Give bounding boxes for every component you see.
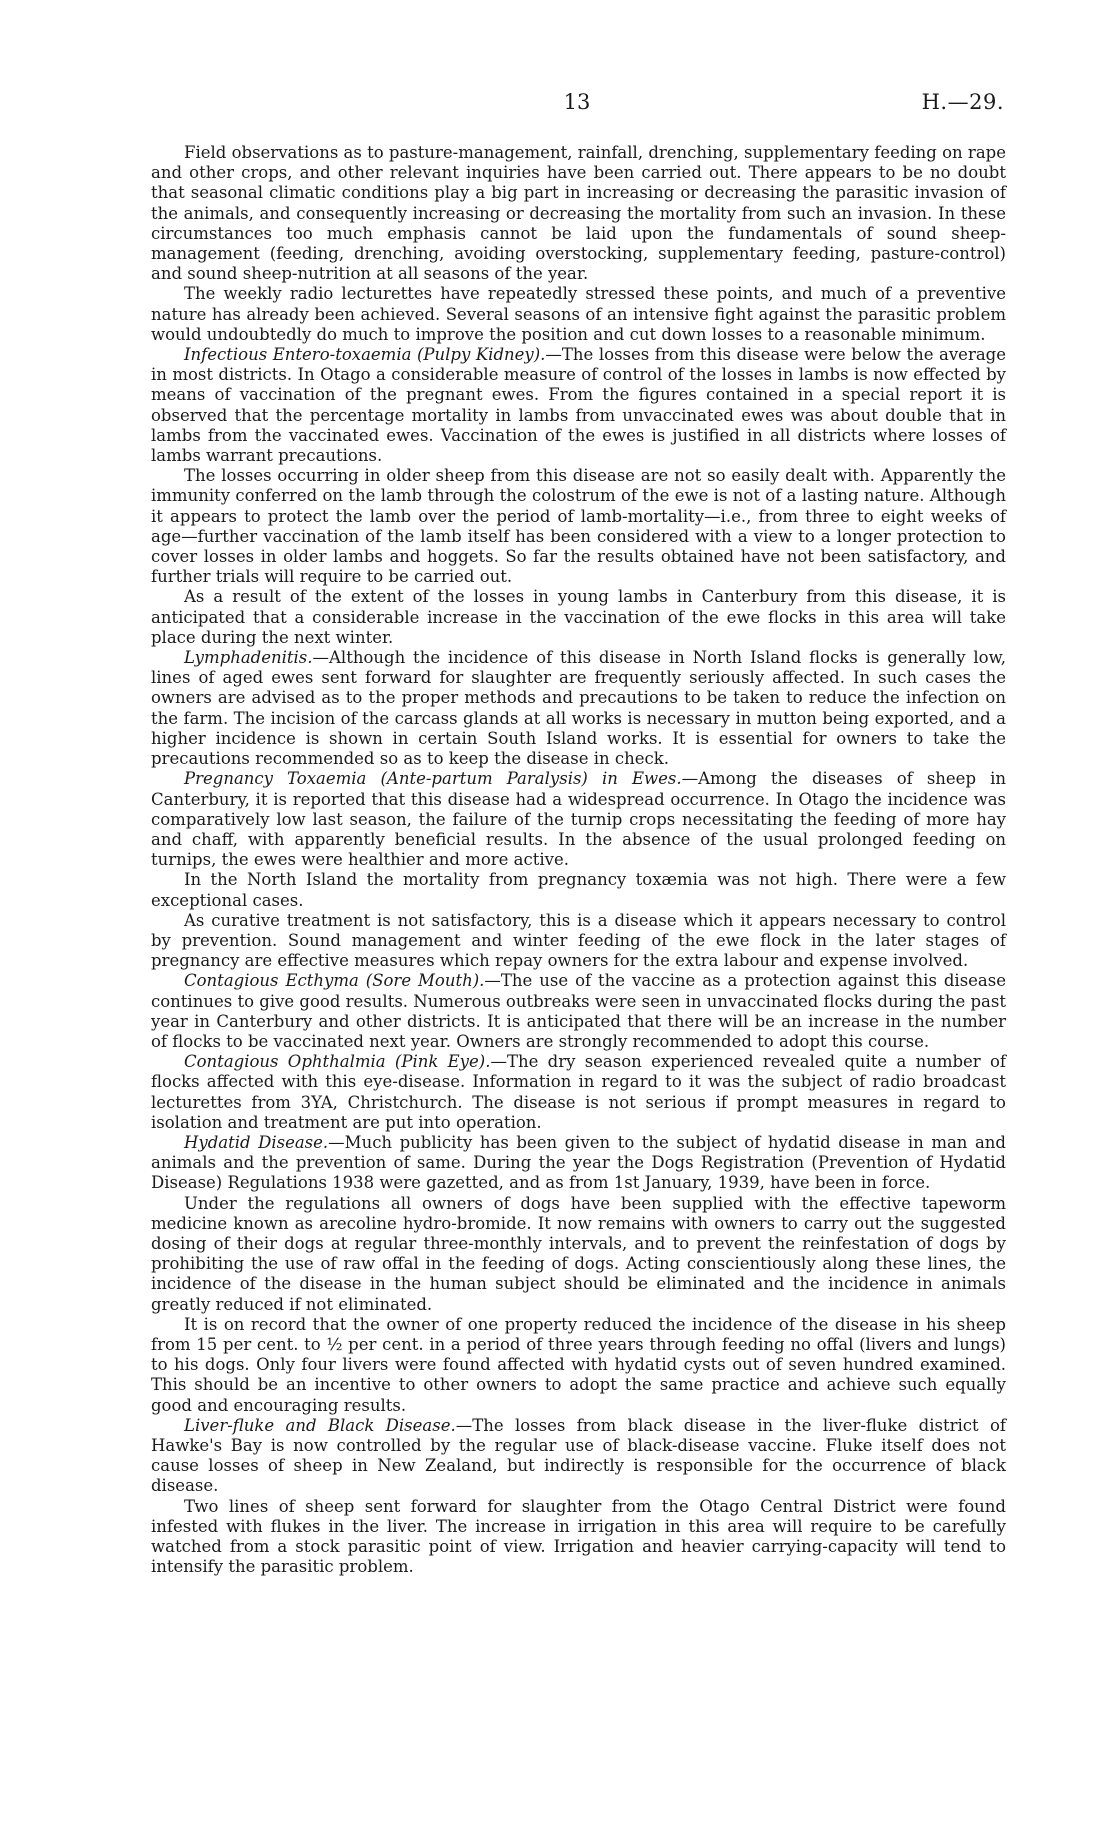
paragraph-heading: Contagious Ophthalmia (Pink Eye). <box>184 1052 491 1072</box>
paragraph <box>151 911 1006 972</box>
paragraph <box>151 870 1006 910</box>
paragraph-text: It is on record that the owner of one property reduced the incidence of the disease in his sheep from 15 per cent. to ½ per cent. in a period of three years through feeding no offal (livers and lungs) to his dogs. Only four livers were found affected with hydatid cysts out of seven hundred examined. This should be an incentive to other owners to adopt the same practice and achieve such equally good and encouraging results. <box>151 1314 1006 1415</box>
paragraph-text: Under the regulations all owners of dogs have been supplied with the effective tapeworm medicine known as arecoline hydro-bromide. It now remains with owners to carry out the suggested dosing of their dogs at regular three-monthly intervals, and to prevent the reinfestation of dogs by prohibiting the use of raw offal in the feeding of dogs. Acting conscientiously along these lines, the incidence of the disease in the human subject should be eliminated and the incidence in animals greatly reduced if not eliminated. <box>151 1193 1006 1314</box>
paragraph-text: In the North Island the mortality from pregnancy toxæmia was not high. There were a few exceptional cases. <box>151 870 1006 910</box>
paragraph-text: —Much publicity has been given to the subject of hydatid disease in man and animals and the prevention of same. During the year the Dogs Registration (Prevention of Hydatid Disease) Regulations 1938 were gazetted, and as from 1st January, 1939, have been in force. <box>151 1132 1006 1193</box>
paragraph <box>151 1133 1006 1194</box>
paragraph-text: —Although the incidence of this disease in North Island flocks is generally low, lines of aged ewes sent forward for slaughter are frequently seriously affected. In such cases the owners are advised as to the proper methods and precautions to be taken to reduce the infection on the farm. The incision of the carcass glands at all works is necessary in mutton being exported, and a higher incidence is shown in certain South Island works. It is essential for owners to take the precautions recommended so as to keep the disease in check. <box>151 648 1006 769</box>
paragraph-heading: Pregnancy Toxaemia (Ante-partum Paralysis) in Ewes. <box>184 769 682 789</box>
paragraph-heading: Infectious Entero-toxaemia (Pulpy Kidney). <box>184 345 546 365</box>
paragraph-heading: Lymphadenitis. <box>184 648 313 668</box>
paragraph <box>151 284 1006 345</box>
paragraph <box>151 1052 1006 1133</box>
paragraph-heading: Hydatid Disease. <box>184 1132 329 1152</box>
paragraph <box>151 1315 1006 1416</box>
paragraph <box>151 587 1006 648</box>
paragraph-text: As curative treatment is not satisfactory, this is a disease which it appears necessary to control by prevention. Sound management and winter feeding of the ewe flock in the later stages of pregnancy are effective measures which repay owners for the extra labour and expense involved. <box>151 910 1006 971</box>
paragraph-heading: Contagious Ecthyma (Sore Mouth). <box>184 971 485 991</box>
document-reference: H.—29. <box>921 90 1004 114</box>
paragraph <box>151 769 1006 870</box>
paragraph <box>151 143 1006 284</box>
paragraph-heading: Liver-fluke and Black Disease. <box>184 1415 456 1435</box>
paragraph-text: As a result of the extent of the losses in young lambs in Canterbury from this disease, it is anticipated that a considerable increase in the vaccination of the ewe flocks in this area will take place during the next winter. <box>151 587 1006 647</box>
paragraph-text: —The dry season experienced revealed quite a number of flocks affected with this eye-disease. Information in regard to it was the subject of radio broadcast lecturettes from 3YA, Christchurch. The disease is not serious if prompt measures in regard to isolation and treatment are put into operation. <box>151 1052 1007 1132</box>
page-header <box>150 90 1004 120</box>
paragraph <box>151 648 1006 769</box>
paragraph-text: —The use of the vaccine as a protection against this disease continues to give good results. Numerous outbreaks were seen in unvaccinated flocks during the past year in Canterbury and other districts. It is anticipated that there will be an increase in the number of flocks to be vaccinated next year. Owners are strongly recommended to adopt this course. <box>151 971 1006 1051</box>
paragraph <box>151 1416 1006 1497</box>
paragraph-text: Field observations as to pasture-management, rainfall, drenching, supplementary feeding on rape and other crops, and other relevant inquiries have been carried out. There appears to be no doubt that seasonal climatic conditions play a big part in increasing or decreasing the parasitic invasion of the animals, and consequently increasing or decreasing the mortality from such an invasion. In these circumstances too much emphasis cannot be laid upon the fundamentals of sound sheep-management (feeding, drenching, avoiding overstocking, supplementary feeding, pasture-control) and sound sheep-nutrition at all seasons of the year. <box>151 143 1006 284</box>
page-number: 13 <box>563 90 591 114</box>
paragraph <box>151 971 1006 1052</box>
paragraph-text: —The losses from this disease were below the average in most districts. In Otago a considerable measure of control of the losses in lambs is now effected by means of vaccination of the pregnant ewes. From the figures contained in a special report it is observed that the percentage mortality in lambs from unvaccinated ewes was about double that in lambs from the vaccinated ewes. Vaccination of the ewes is justified in all districts where losses of lambs warrant precautions. <box>151 345 1006 466</box>
paragraph-text: —Among the diseases of sheep in Canterbury, it is reported that this disease had a widespread occurrence. In Otago the incidence was comparatively low last season, the failure of the turnip crops necessitating the feeding of more hay and chaff, with apparently beneficial results. In the absence of the usual prolonged feeding on turnips, the ewes were healthier and more active. <box>151 769 1006 870</box>
paragraph <box>151 466 1006 587</box>
body-text <box>151 143 1006 1577</box>
paragraph <box>151 345 1006 466</box>
paragraph-text: The weekly radio lecturettes have repeatedly stressed these points, and much of a preventive nature has already been achieved. Several seasons of an intensive fight against the parasitic problem would undoubtedly do much to improve the position and cut down losses to a reasonable minimum. <box>151 284 1006 344</box>
paragraph-text: Two lines of sheep sent forward for slaughter from the Otago Central District were found infested with flukes in the liver. The increase in irrigation in this area will require to be carefully watched from a stock parasitic point of view. Irrigation and heavier carrying-capacity will tend to intensify the parasitic problem. <box>151 1496 1006 1577</box>
paragraph <box>151 1497 1006 1578</box>
paragraph-text: The losses occurring in older sheep from this disease are not so easily dealt with. Apparently the immunity conferred on the lamb through the colostrum of the ewe is not of a lasting nature. Although it appears to protect the lamb over the period of lamb-mortality—i.e., from three to eight weeks of age—further vaccination of the lamb itself has been considered with a view to a longer protection to cover losses in older lambs and hoggets. So far the results obtained have not been satisfactory, and further trials will require to be carried out. <box>151 466 1006 587</box>
paragraph-text: —The losses from black disease in the liver-fluke district of Hawke's Bay is now controlled by the regular use of black-disease vaccine. Fluke itself does not cause losses of sheep in New Zealand, but indirectly is responsible for the occurrence of black disease. <box>151 1415 1006 1496</box>
paragraph <box>151 1194 1006 1315</box>
